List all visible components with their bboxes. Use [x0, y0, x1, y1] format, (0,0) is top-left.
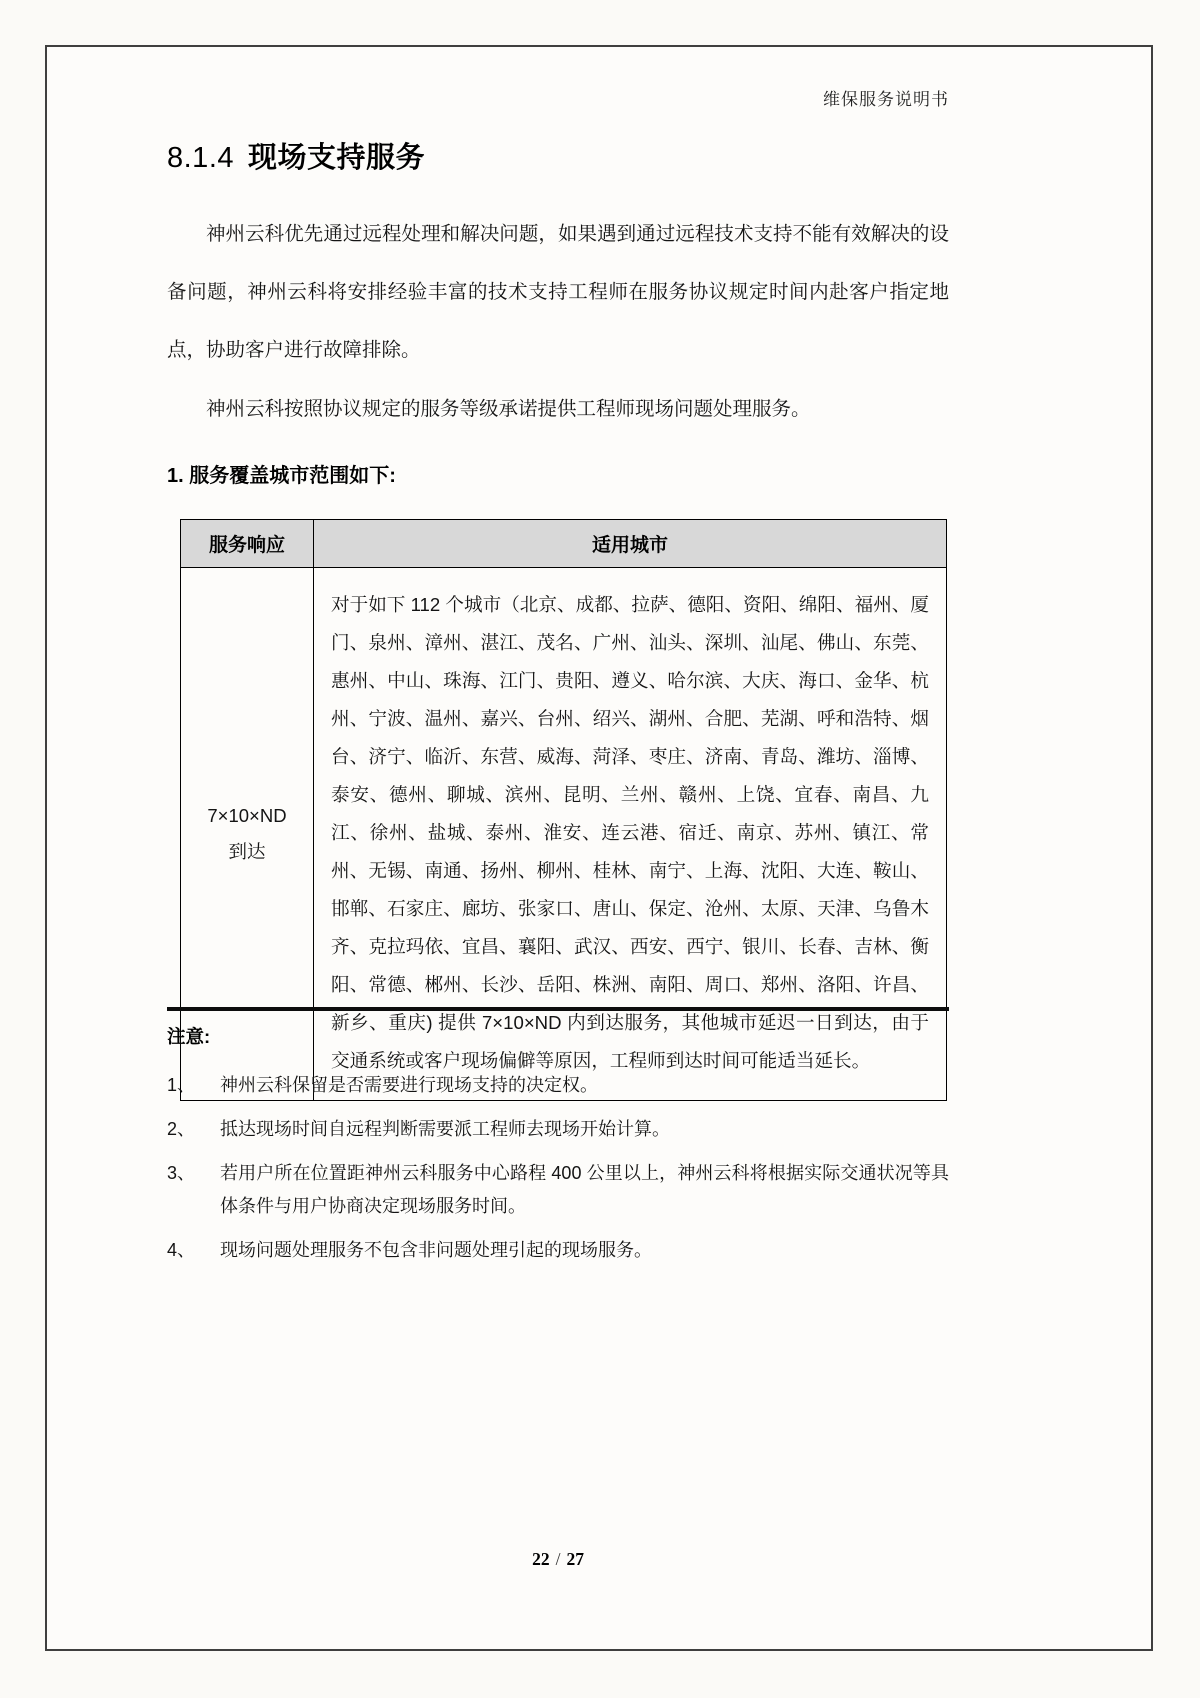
notes-list: [167, 1069, 949, 1278]
page-content: [167, 47, 949, 1649]
paragraph-commitment: 神州云科按照协议规定的服务等级承诺提供工程师现场问题处理服务。: [206, 398, 811, 420]
notes-label: 注意:: [167, 1026, 211, 1047]
note-number: 3、: [167, 1163, 196, 1183]
section-divider: [167, 1007, 949, 1011]
page-number-total: 27: [566, 1549, 584, 1569]
paragraph-intro: 神州云科优先通过远程处理和解决问题，如果遇到通过远程技术支持不能有效解决的设备问题，神州云科将安排经验丰富的技术支持工程师在服务协议规定时间内赴客户指定地点，协助客户进行故障排除。: [167, 223, 949, 361]
service-coverage-table: [180, 519, 947, 1101]
list-item: [167, 1234, 949, 1267]
note-text: 抵达现场时间自远程判断需要派工程师去现场开始计算。: [220, 1119, 670, 1139]
note-number: 1、: [167, 1075, 196, 1095]
cities-cell: 对于如下 112 个城市（北京、成都、拉萨、德阳、资阳、绵阳、福州、厦门、泉州、漳州、湛江、茂名、广州、汕头、深圳、汕尾、佛山、东莞、惠州、中山、珠海、江门、贵阳、遵义、哈尔滨、大庆、海口、金华、杭州、宁波、温州、嘉兴、台州、绍兴、湖州、合肥、芜湖、呼和浩特、烟台、济宁、临沂、东营、威海、菏泽、枣庄、济南、青岛、潍坊、淄博、泰安、德州、聊城、滨州、昆明、兰州、赣州、上饶、宜春、南昌、九江、徐州、盐城、泰州、淮安、连云港、宿迁、南京、苏州、镇江、常州、无锡、南通、扬州、柳州、桂林、南宁、上海、沈阳、大连、鞍山、邯郸、石家庄、廊坊、张家口、唐山、保定、沧州、太原、天津、乌鲁木齐、克拉玛依、宜昌、襄阳、武汉、西安、西宁、银川、长春、吉林、衡阳、常德、郴州、长沙、岳阳、株洲、南阳、周口、郑州、洛阳、许昌、新乡、重庆) 提供 7×10×ND 内到达服务，其他城市延迟一日到达，由于交通系统或客户现场偏僻等原因，工程师到达时间可能适当延长。: [314, 568, 947, 1101]
coverage-sub-heading: 1. 服务覆盖城市范围如下:: [167, 465, 396, 487]
note-number: 2、: [167, 1119, 196, 1139]
response-level: 7×10×ND: [207, 805, 287, 826]
response-cell: [181, 568, 314, 1101]
note-text: 神州云科保留是否需要进行现场支持的决定权。: [220, 1075, 598, 1095]
table-header-cities: 适用城市: [314, 520, 947, 568]
note-text: 现场问题处理服务不包含非问题处理引起的现场服务。: [220, 1240, 652, 1260]
page-number-current: 22: [532, 1549, 550, 1569]
section-heading: [167, 135, 425, 176]
response-arrival: 到达: [228, 841, 266, 862]
page-number-separator: /: [555, 1549, 561, 1569]
page-frame: [45, 45, 1153, 1651]
note-text: 若用户所在位置距神州云科服务中心路程 400 公里以上，神州云科将根据实际交通状况等具体条件与用户协商决定现场服务时间。: [220, 1163, 949, 1216]
note-number: 4、: [167, 1240, 196, 1260]
table-header-row: [181, 520, 947, 568]
doc-header-title: 维保服务说明书: [823, 90, 949, 109]
page-footer: [167, 1549, 949, 1570]
list-item: [167, 1069, 949, 1102]
list-item: [167, 1157, 949, 1223]
section-title: 现场支持服务: [248, 142, 426, 174]
table-header-response: 服务响应: [181, 520, 314, 568]
section-number: 8.1.4: [167, 142, 234, 174]
list-item: [167, 1113, 949, 1146]
table-row: [181, 568, 947, 1101]
